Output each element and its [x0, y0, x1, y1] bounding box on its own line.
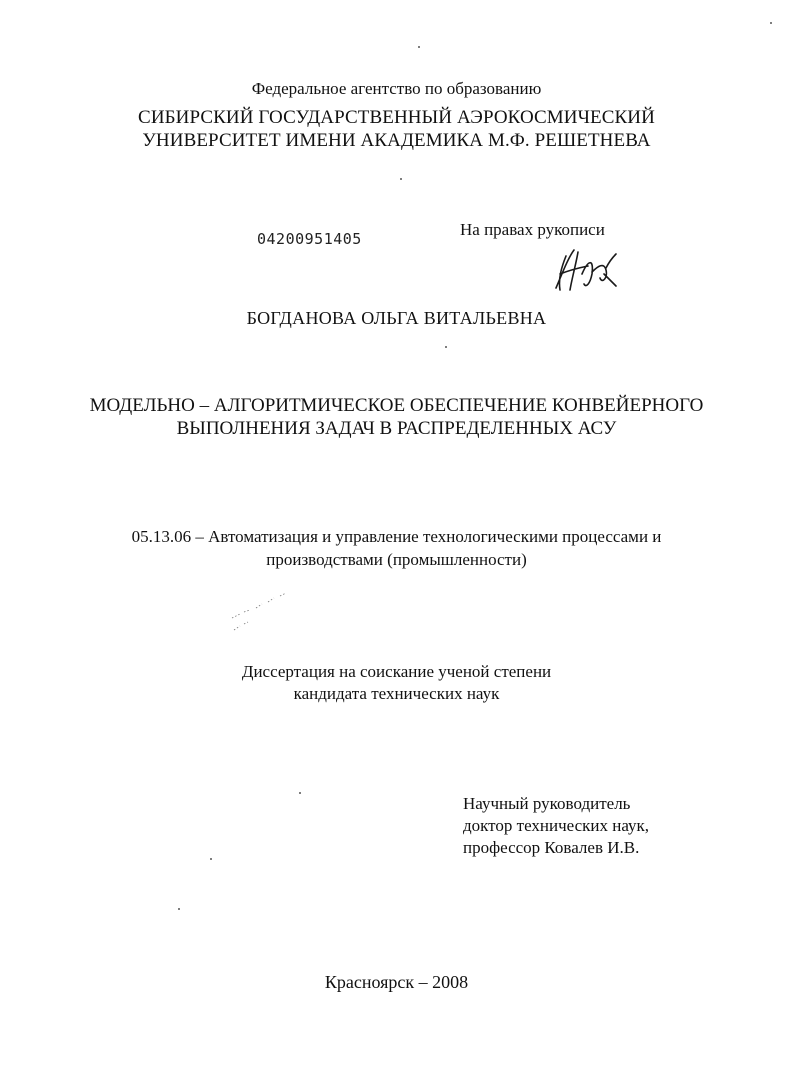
- scan-speck: [299, 792, 301, 794]
- dissertation-title-line2: ВЫПОЛНЕНИЯ ЗАДАЧ В РАСПРЕДЕЛЕННЫХ АСУ: [176, 418, 617, 439]
- supervisor-role: Научный руководитель: [463, 794, 631, 813]
- specialty-line2: производствами (промышленности): [266, 550, 527, 569]
- scan-speck: [210, 858, 212, 860]
- dissertation-degree-line2: кандидата технических наук: [293, 684, 500, 703]
- university-name-line2: УНИВЕРСИТЕТ ИМЕНИ АКАДЕМИКА М.Ф. РЕШЕТНЕВА: [142, 130, 651, 151]
- registry-code: 04200951405: [257, 230, 362, 248]
- city-year: Красноярск – 2008: [324, 972, 469, 992]
- scan-speck: [178, 908, 180, 910]
- dissertation-title-line1: МОДЕЛЬНО – АЛГОРИТМИЧЕСКОЕ ОБЕСПЕЧЕНИЕ КОНВЕЙЕРНОГО: [89, 395, 704, 416]
- faint-stamp-marks: [226, 590, 306, 640]
- scan-speck: [445, 346, 447, 348]
- scan-speck: [418, 46, 420, 48]
- manuscript-note: На правах рукописи: [460, 220, 605, 239]
- scan-speck: [770, 22, 772, 24]
- agency-name: Федеральное агентство по образованию: [251, 79, 542, 98]
- supervisor-name: профессор Ковалев И.В.: [463, 838, 640, 857]
- supervisor-degree: доктор технических наук,: [463, 816, 650, 835]
- author-signature: [548, 244, 620, 296]
- specialty-line1: 05.13.06 – Автоматизация и управление технологическими процессами и: [131, 527, 662, 546]
- scan-speck: [400, 178, 402, 180]
- author-name: БОГДАНОВА ОЛЬГА ВИТАЛЬЕВНА: [246, 308, 547, 328]
- university-name-line1: СИБИРСКИЙ ГОСУДАРСТВЕННЫЙ АЭРОКОСМИЧЕСКИЙ: [138, 107, 655, 128]
- dissertation-degree-line1: Диссертация на соискание ученой степени: [241, 662, 552, 681]
